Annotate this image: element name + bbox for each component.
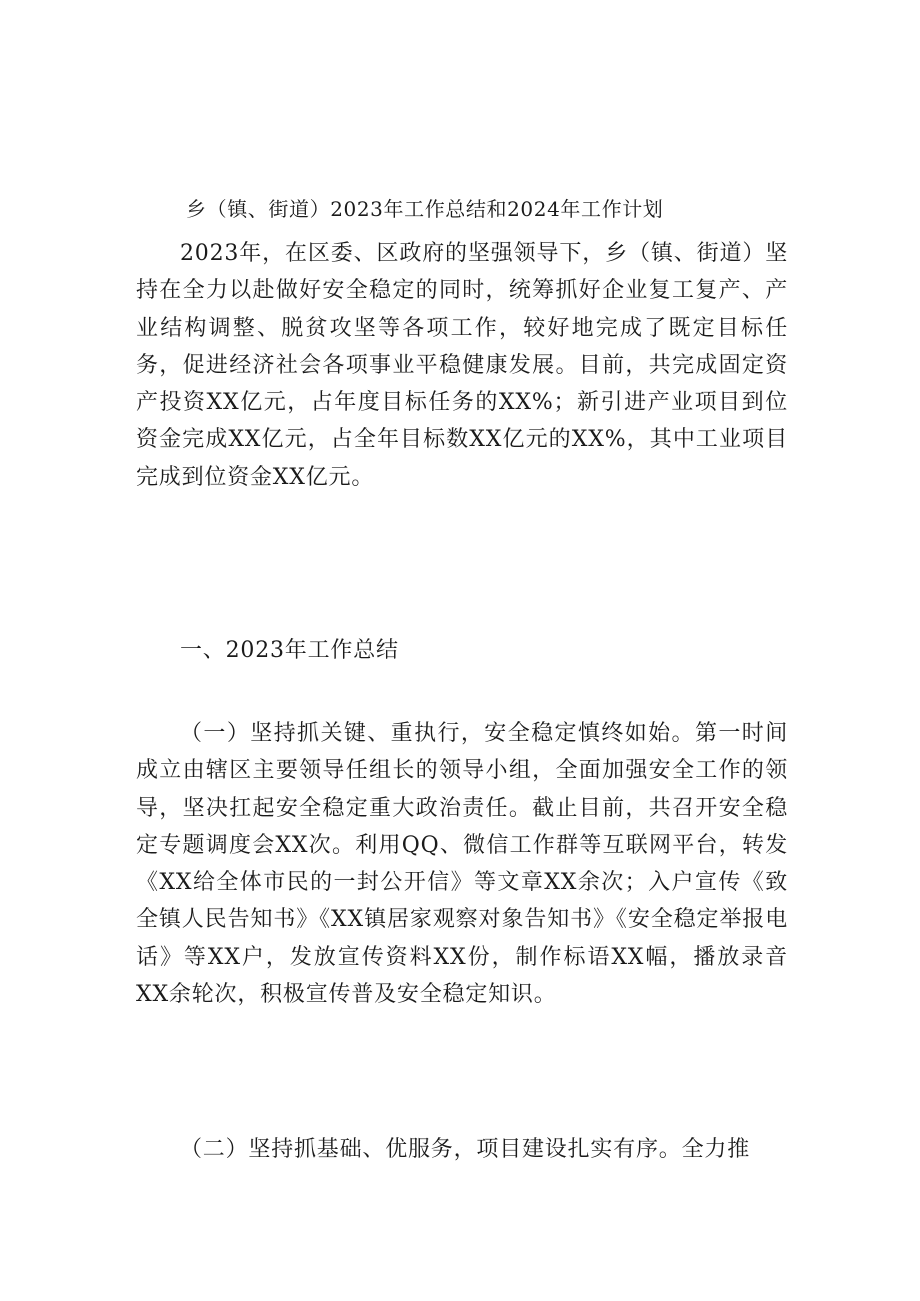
body-paragraph: （一）坚持抓关键、重执行，安全稳定慎终如始。第一时间成立由辖区主要领导任组长的领导小组，全面加强安全工作的领导，坚决扛起安全稳定重大政治责任。截止目前，共召开安全稳定专题调度会XX次。利用QQ、微信工作群等互联网平台，转发《XX给全体市民的一封公开信》等文章XX余次；入户宣传《致全镇人民告知书》《XX镇居家观察对象告知书》《安全稳定举报电话》等XX户，发放宣传资料XX份，制作标语XX幅，播放录音XX余轮次，积极宣传普及安全稳定知识。 (136, 721, 788, 1008)
section-heading: 一、2023年工作总结 (180, 638, 399, 663)
body-paragraph: （二）坚持抓基础、优服务，项目建设扎实有序。全力推 (180, 1137, 751, 1162)
document-title: 乡（镇、街道）2023年工作总结和2024年工作计划 (186, 197, 664, 221)
intro-paragraph: 2023年，在区委、区政府的坚强领导下，乡（镇、街道）坚持在全力以赴做好安全稳定的同时，统筹抓好企业复工复产、产业结构调整、脱贫攻坚等各项工作，较好地完成了既定目标任务，促进经济社会各项事业平稳健康发展。目前，共完成固定资产投资XX亿元，占年度目标任务的XX%；新引进产业项目到位资金完成XX亿元，占全年目标数XX亿元的XX%，其中工业项目完成到位资金XX亿元。 (136, 241, 788, 490)
